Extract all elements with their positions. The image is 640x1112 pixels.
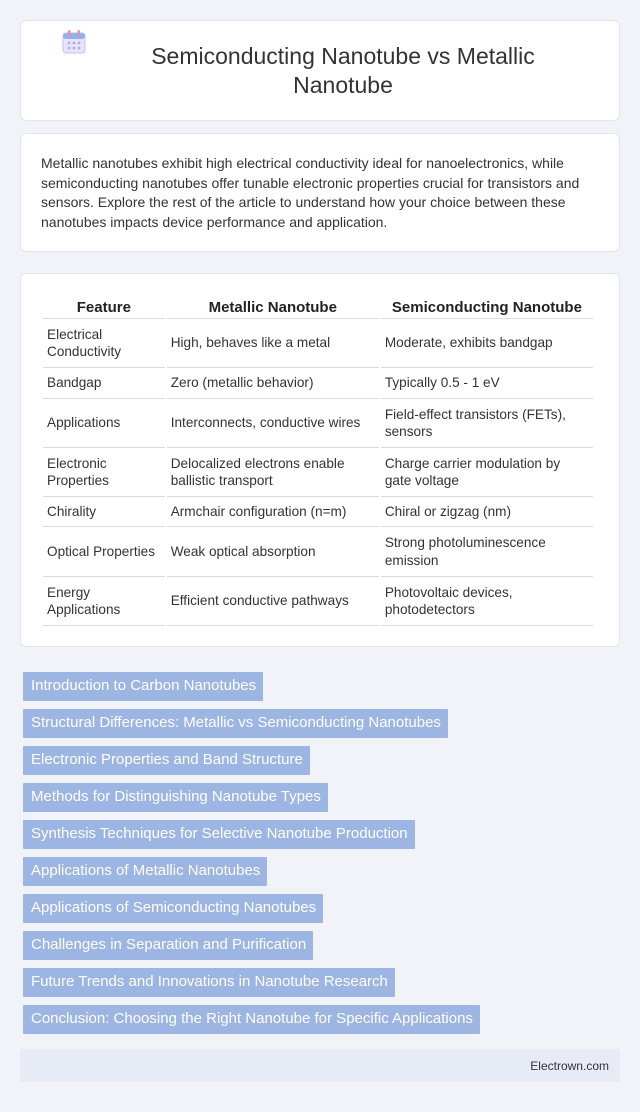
table-cell: Chirality: [43, 497, 165, 527]
table-cell: Energy Applications: [43, 577, 165, 626]
toc-link-synthesis-techniques[interactable]: Synthesis Techniques for Selective Nanotube Production: [23, 820, 415, 849]
toc-link-conclusion[interactable]: Conclusion: Choosing the Right Nanotube for Specific Applications: [23, 1005, 480, 1034]
table-cell: Bandgap: [43, 368, 165, 399]
toc-link-structural-differences[interactable]: Structural Differences: Metallic vs Semiconducting Nanotubes: [23, 709, 448, 738]
table-row: [43, 368, 593, 399]
footer-site-name: Electrown.com: [530, 1058, 609, 1073]
table-cell: Armchair configuration (n=m): [167, 497, 379, 527]
toc-link-metallic-applications[interactable]: Applications of Metallic Nanotubes: [23, 857, 267, 886]
table-row: [43, 319, 593, 368]
table-cell: Chiral or zigzag (nm): [381, 497, 593, 527]
table-row: [43, 448, 593, 497]
table-cell: Efficient conductive pathways: [167, 577, 379, 626]
toc-link-distinguishing-methods[interactable]: Methods for Distinguishing Nanotube Types: [23, 783, 328, 812]
table-of-contents: [23, 672, 603, 1042]
table-cell: Zero (metallic behavior): [167, 368, 379, 399]
table-row: [43, 527, 593, 577]
title-card: [20, 20, 620, 121]
table-cell: Interconnects, conductive wires: [167, 399, 379, 448]
table-cell: Electrical Conductivity: [43, 319, 165, 368]
toc-link-electronic-properties[interactable]: Electronic Properties and Band Structure: [23, 746, 310, 775]
table-cell: Field-effect transistors (FETs), sensors: [381, 399, 593, 448]
comparison-table-card: [20, 273, 620, 647]
intro-card: [20, 133, 620, 252]
intro-paragraph: Metallic nanotubes exhibit high electrical conductivity ideal for nanoelectronics, while semiconducting nanotubes offer tunable electronic properties crucial for transistors and sensors. Explore the rest of the article to understand how your choice between these nanotubes impacts device performance and application.: [41, 155, 580, 230]
toc-link-semiconducting-applications[interactable]: Applications of Semiconducting Nanotubes: [23, 894, 323, 923]
table-cell: Charge carrier modulation by gate voltage: [381, 448, 593, 497]
table-cell: Photovoltaic devices, photodetectors: [381, 577, 593, 626]
table-cell: Moderate, exhibits bandgap: [381, 319, 593, 368]
table-cell: Electronic Properties: [43, 448, 165, 497]
table-cell: High, behaves like a metal: [167, 319, 379, 368]
table-header-cell: Metallic Nanotube: [167, 294, 379, 319]
page-title: Semiconducting Nanotube vs Metallic Nanotube: [151, 42, 535, 98]
title-wrap: [60, 42, 580, 100]
table-cell: Weak optical absorption: [167, 527, 379, 577]
table-header-row: [43, 294, 593, 319]
table-row: [43, 497, 593, 527]
toc-link-future-trends[interactable]: Future Trends and Innovations in Nanotube Research: [23, 968, 395, 997]
table-header-cell: Semiconducting Nanotube: [381, 294, 593, 319]
toc-link-separation-challenges[interactable]: Challenges in Separation and Purification: [23, 931, 313, 960]
table-cell: Typically 0.5 - 1 eV: [381, 368, 593, 399]
toc-link-introduction[interactable]: Introduction to Carbon Nanotubes: [23, 672, 263, 701]
table-cell: Optical Properties: [43, 527, 165, 577]
table-cell: Strong photoluminescence emission: [381, 527, 593, 577]
table-header-cell: Feature: [43, 294, 165, 319]
table-row: [43, 399, 593, 448]
table-cell: Applications: [43, 399, 165, 448]
calendar-icon: [60, 28, 88, 56]
table-row: [43, 577, 593, 626]
footer: [20, 1049, 620, 1082]
comparison-table: [41, 294, 595, 626]
table-cell: Delocalized electrons enable ballistic transport: [167, 448, 379, 497]
